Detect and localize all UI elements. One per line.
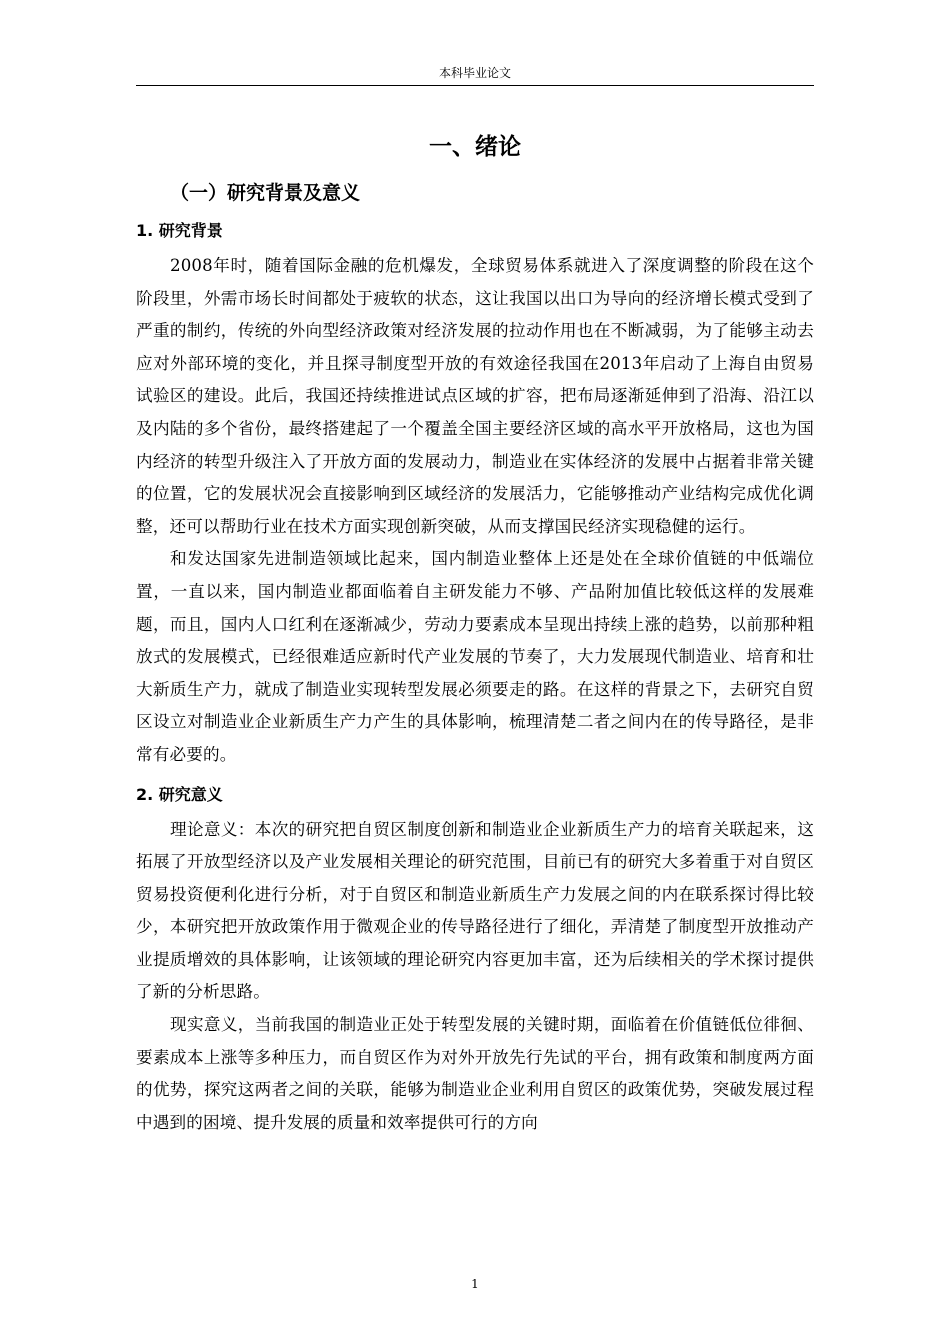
chapter-title: 一、绪论 bbox=[429, 134, 521, 160]
paragraph-background-2: 和发达国家先进制造领域比起来，国内制造业整体上还是处在全球价值链的中低端位置，一直以来，国内制造业都面临着自主研发能力不够、产品附加值比较低这样的发展难题，而且，国内人口红利在逐渐减少，劳动力要素成本呈现出持续上涨的趋势，以前那种粗放式的发展模式，已经很难适应新时代产业发展的节奏了，大力发展现代制造业、培育和壮大新质生产力，就成了制造业实现转型发展必须要走的路。在这样的背景之下，去研究自贸区设立对制造业企业新质生产力产生的具体影响，梳理清楚二者之间内在的传导路径，是非常有必要的。 bbox=[136, 549, 814, 764]
section-title: （一）研究背景及意义 bbox=[170, 182, 361, 204]
paragraph-background-1: 2008年时，随着国际金融的危机爆发，全球贸易体系就进入了深度调整的阶段在这个阶段里，外需市场长时间都处于疲软的状态，这让我国以出口为导向的经济增长模式受到了严重的制约，传统的外向型经济政策对经济发展的拉动作用也在不断减弱，为了能够主动去应对外部环境的变化，并且探寻制度型开放的有效途径我国在2013年启动了上海自由贸易试验区的建设。此后，我国还持续推进试点区域的扩容，把布局逐渐延伸到了沿海、沿江以及内陆的多个省份，最终搭建起了一个覆盖全国主要经济区域的高水平开放格局，这也为国内经济的转型升级注入了开放方面的发展动力，制造业在实体经济的发展中占据着非常关键的位置，它的发展状况会直接影响到区域经济的发展活力，它能够推动产业结构完成优化调整，还可以帮助行业在技术方面实现创新突破，从而支撑国民经济实现稳健的运行。 bbox=[136, 256, 814, 536]
paragraph-practical-significance: 现实意义，当前我国的制造业正处于转型发展的关键时期，面临着在价值链低位徘徊、要素成本上涨等多种压力，而自贸区作为对外开放先行先试的平台，拥有政策和制度两方面的优势，探究这两者之间的关联，能够为制造业企业利用自贸区的政策优势，突破发展过程中遇到的困境、提升发展的质量和效率提供可行的方向 bbox=[136, 1015, 814, 1132]
running-header: 本科毕业论文 bbox=[438, 66, 511, 80]
subsection-title-significance: 2. 研究意义 bbox=[136, 784, 223, 804]
paragraph-theoretical-significance: 理论意义：本次的研究把自贸区制度创新和制造业企业新质生产力的培育关联起来，这拓展了开放型经济以及产业发展相关理论的研究范围，目前已有的研究大多着重于对自贸区贸易投资便利化进行分析，对于自贸区和制造业新质生产力发展之间的内在联系探讨得比较少，本研究把开放政策作用于微观企业的传导路径进行了细化，弄清楚了制度型开放推动产业提质增效的具体影响，让该领域的理论研究内容更加丰富，还为后续相关的学术探讨提供了新的分析思路。 bbox=[136, 819, 814, 1002]
page-number: 1 bbox=[471, 1277, 479, 1291]
subsection-title-background: 1. 研究背景 bbox=[136, 221, 223, 240]
page-body bbox=[136, 120, 814, 1139]
header-rule bbox=[136, 85, 814, 86]
